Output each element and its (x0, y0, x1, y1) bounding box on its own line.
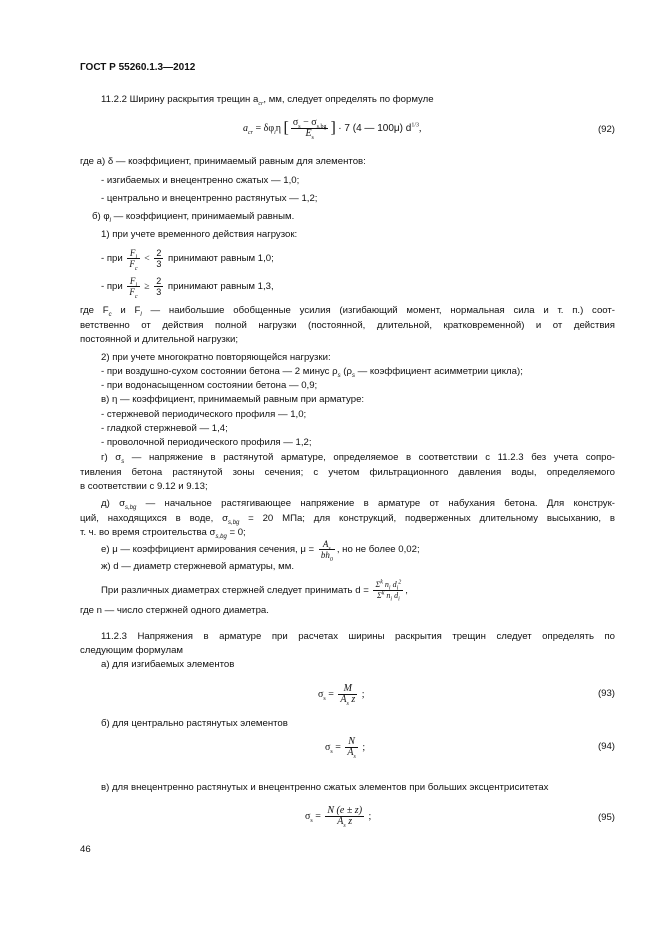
sigma-s-line-2: тивления бетона растянутой зоны сечения; с учетом фильтрационного давления воды, определяемого (80, 467, 615, 478)
case-c-heading: в) для внецентренно растянутых и внецентренно сжатых элементов при больших эксцентриситетах (101, 782, 549, 793)
where-f-line-1: где $F_c$ и $F_l$ — наибольшие обобщенные усилия (изгибающий момент, нормальная сила и т. п.) соот- (80, 305, 616, 318)
b2-item-2: - при водонасыщенном состоянии бетона — 0,9; (101, 380, 318, 391)
b2-heading: 2) при учете многократно повторяющейся нагрузки: (101, 352, 331, 363)
equation-number-94: (94) (597, 741, 615, 752)
formula-95: $\sigma_s$ = $\frac{N (e \pm z)}{A_s z}$ ; (305, 805, 372, 829)
case-b-heading: б) для центрально растянутых элементов (101, 718, 288, 729)
formula-93: $\sigma_s$ = $\frac{M}{A_s z}$ ; (318, 683, 365, 707)
section-11-2-3-line-2: следующим формулам (80, 645, 184, 656)
section-11-2-2-intro: 11.2.2 Ширину раскрытия трещин $a_{cr}$, мм, следует определять по формуле (101, 94, 434, 107)
page-number: 46 (80, 844, 91, 855)
eta-item-2: - гладкой стержневой — 1,4; (101, 423, 228, 434)
phi-line: б) $\varphi_l$ — коэффициент, принимаемый равным. (92, 211, 295, 224)
b1-condition-1: - при $\frac{F_l}{F_c}$ < $\frac{2}{3}$ принимают равным 1,0; (101, 248, 274, 272)
delta-item-2: - центрально и внецентренно растянутых — 1,2; (101, 193, 318, 204)
sigma-s-line-1: г) $\sigma_s$ — напряжение в растянутой арматуре, определяемое в соответствии с 11.2.3 без учета сопро- (101, 452, 616, 465)
sigma-sbg-line-3: т. ч. во время строительства $\sigma_{s,bg} = 0$; (80, 527, 246, 540)
equation-number-93: (93) (597, 688, 615, 699)
diameter-line: ж) d — диаметр стержневой арматуры, мм. (101, 561, 294, 572)
where-n-line: где n — число стержней одного диаметра. (80, 605, 269, 616)
case-a-heading: а) для изгибаемых элементов (101, 659, 235, 670)
mu-line: е) μ — коэффициент армирования сечения, μ = $\frac{A_s}{bh_0}$ , но не более 0,02; (101, 539, 420, 563)
sigma-sbg-line-2: ций, находящихся в воде, $\sigma_{s,bg} = 20$ МПа; для конструкций, подверженных длительному высыханию, в (80, 513, 615, 526)
formula-92: $a_{cr} = \delta\varphi_i\eta$ [ $\frac{\sigma_s - \sigma_{s,bg}}{E_s}$ ] · 7 (4 — 100μ) $d^{1/3}$, (243, 117, 422, 141)
equation-number-95: (95) (597, 812, 615, 823)
diameter-formula: При различных диаметрах стержней следует принимать d = $\frac{\Sigma^k n_i d_i^2}{\Sigma^k n_i d_i}$ , (101, 579, 408, 603)
document-header: ГОСТ Р 55260.1.3—2012 (80, 62, 196, 73)
section-11-2-3-line-1: 11.2.3 Напряжения в арматуре при расчетах ширины раскрытия трещин следует определять по (101, 631, 615, 642)
b1-condition-2: - при $\frac{F_l}{F_c}$ ≥ $\frac{2}{3}$ принимают равным 1,3, (101, 276, 274, 300)
eta-line: в) η — коэффициент, принимаемый равным при арматуре: (101, 394, 365, 405)
eta-item-1: - стержневой периодического профиля — 1,0; (101, 409, 307, 420)
sigma-sbg-line-1: д) $\sigma_{s,bg}$ — начальное растягивающее напряжение в арматуре от набухания бетона. Для конструк- (101, 498, 615, 511)
delta-item-1: - изгибаемых и внецентренно сжатых — 1,0; (101, 175, 300, 186)
where-f-line-3: постоянной и длительной нагрузки; (80, 334, 239, 345)
eta-item-3: - проволочной периодического профиля — 1,2; (101, 437, 312, 448)
equation-number-92: (92) (597, 124, 615, 135)
b2-item-1: - при воздушно-сухом состоянии бетона — 2 минус $\rho_s$ ($\rho_s$ — коэффициент асимметрии цикла); (101, 366, 523, 379)
where-f-line-2: ветственно от действия полной нагрузки (постоянной, длительной, кратковременной) и от действия (80, 320, 615, 331)
b1-heading: 1) при учете временного действия нагрузок: (101, 229, 298, 240)
sigma-s-line-3: в соответствии с 9.12 и 9.13; (80, 481, 208, 492)
where-delta-line: где а) δ — коэффициент, принимаемый равным для элементов: (80, 156, 366, 167)
formula-94: $\sigma_s$ = $\frac{N}{A_s}$ ; (325, 736, 366, 760)
